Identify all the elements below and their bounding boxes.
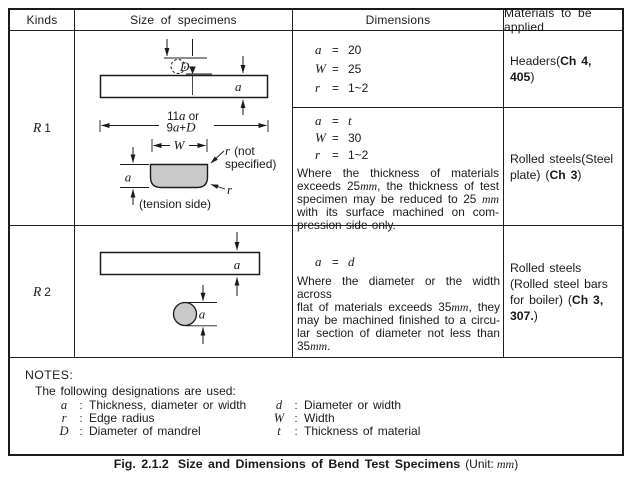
materials-cell-r1-bottom xyxy=(504,108,622,226)
equation-row xyxy=(315,253,503,272)
notes-subtitle: The following designations are used: xyxy=(35,384,236,398)
bar-specimen-drawing xyxy=(100,39,268,135)
round-diameter-label: a xyxy=(198,306,206,322)
equation-row xyxy=(315,113,503,130)
equals-sign: = xyxy=(332,257,339,269)
round-specimen-drawing xyxy=(174,285,218,344)
dim-value: 20 xyxy=(348,43,362,57)
notes-symbol: r xyxy=(61,411,67,426)
dim-value: 1~2 xyxy=(348,148,369,162)
notes-row: D : Diameter of mandrel xyxy=(59,424,201,439)
section-width-label: W xyxy=(173,137,185,153)
notes-row xyxy=(270,398,420,411)
figure-number: Fig. 2.1.2 xyxy=(113,457,169,471)
dimensions-cell-r2 xyxy=(293,226,504,358)
notes-desc: Width xyxy=(304,411,335,426)
materials-text: Rolled steels (Rolled steel bars for boiler) (Ch 3, 307.) xyxy=(510,260,608,323)
notes-list-right xyxy=(270,398,420,438)
section-thickness-label: a xyxy=(124,169,132,185)
col-header-dimensions: Dimensions xyxy=(293,10,504,31)
equation-row xyxy=(315,41,503,60)
equals-sign: = xyxy=(332,64,339,76)
thickness-reduction-note: Where the thickness of materials exceeds 25mm, the thickness of test specimen may be reduced to 25 mm with its surface machined on com- pression side only. xyxy=(297,166,499,232)
col-header-kinds: Kinds xyxy=(10,10,75,31)
col-header-size: Size of specimens xyxy=(75,10,293,31)
radius-note-line2: specified) xyxy=(225,157,277,171)
materials-cell-r1-top xyxy=(504,31,622,108)
unit-note: (Unit: mm) xyxy=(465,457,519,471)
equation-row xyxy=(315,130,503,147)
r1-specimen-diagram xyxy=(75,31,292,225)
radius-label-bottom: r xyxy=(227,182,233,197)
notes-desc: Diameter or width xyxy=(304,398,402,412)
dim-variable: r xyxy=(315,147,321,162)
machining-note: Where the diameter or the width across flat of materials exceeds 35mm, they may be machined finished to a circu- lar section of diameter not less than 35mm. xyxy=(297,274,500,353)
kind-number: 2 xyxy=(44,284,51,299)
kind-letter: R xyxy=(33,283,42,299)
dim-value: 1~2 xyxy=(348,81,369,95)
radius-leader-bottom xyxy=(211,185,225,190)
dim-value: 30 xyxy=(348,131,362,145)
length-label-line1: 11a or xyxy=(167,108,199,123)
notes-symbol: W xyxy=(273,411,285,426)
kind-label-r1 xyxy=(10,31,75,226)
notes-symbol: t xyxy=(277,424,281,439)
cross-section-drawing xyxy=(120,138,276,212)
notes-desc: Thickness, diameter or width xyxy=(89,398,247,412)
notes-title: NOTES: xyxy=(25,368,74,382)
notes-colon: : xyxy=(79,400,83,412)
dim-value: d xyxy=(348,254,355,269)
equals-sign: = xyxy=(332,45,339,57)
notes-desc: Edge radius xyxy=(89,411,155,426)
equals-sign: = xyxy=(332,83,339,95)
notes-colon: : xyxy=(79,413,83,426)
notes-row xyxy=(55,411,246,424)
kind-letter: R xyxy=(33,120,42,135)
dim-variable: r xyxy=(315,80,321,95)
notes-list-left xyxy=(55,398,246,438)
col-header-materials: Materials to be applied xyxy=(504,10,622,31)
mandrel-dim-arrowhead xyxy=(189,67,196,75)
materials-cell-r2 xyxy=(504,226,622,358)
equation-row xyxy=(315,79,503,98)
notes-symbol: a xyxy=(60,398,68,412)
materials-text: Rolled steels(Steel plate) (Ch 3) xyxy=(510,151,614,182)
dim-variable: W xyxy=(315,130,326,145)
unit-mm: mm xyxy=(496,457,515,471)
figure-caption xyxy=(0,457,632,472)
dim-value: t xyxy=(348,113,352,128)
notes-row xyxy=(270,411,420,424)
notes-colon: : xyxy=(294,413,298,426)
notes-colon: : xyxy=(294,400,298,412)
dimensions-cell-r1-top xyxy=(293,31,504,108)
r2-specimen-diagram xyxy=(75,226,292,357)
bar-thickness-label: a xyxy=(235,79,242,94)
radius-leader-top xyxy=(211,151,224,163)
notes-desc: Thickness of material xyxy=(304,424,421,439)
radius-note-line1: r (not xyxy=(225,143,255,158)
specimen-bar xyxy=(101,76,268,98)
equation-row xyxy=(315,147,503,164)
length-label-line2: 9a+D xyxy=(166,119,196,135)
specimen-diagram-cell-r1 xyxy=(75,31,293,226)
equals-sign: = xyxy=(332,150,339,162)
figure-title: Size and Dimensions of Bend Test Specimens xyxy=(177,457,461,471)
section-shape xyxy=(151,165,208,188)
bend-test-specimen-table xyxy=(8,8,624,456)
bar-thickness-label: a xyxy=(233,257,241,272)
dim-variable: a xyxy=(315,254,322,269)
notes-section xyxy=(10,358,622,454)
bar-specimen-drawing xyxy=(101,232,260,296)
specimen-diagram-cell-r2 xyxy=(75,226,293,358)
notes-symbol: d xyxy=(275,398,283,412)
dim-variable: W xyxy=(315,61,326,76)
kind-label-r2 xyxy=(10,226,75,358)
notes-row xyxy=(270,424,420,437)
tension-side-label: (tension side) xyxy=(138,197,212,211)
materials-text: Headers(Ch 4, 405) xyxy=(510,54,592,84)
mandrel-diameter-label: D xyxy=(180,59,190,74)
dim-variable: a xyxy=(315,113,322,128)
equals-sign: = xyxy=(332,133,339,145)
equation-row xyxy=(315,60,503,79)
notes-colon: : xyxy=(294,426,298,439)
dimensions-cell-r1-bottom xyxy=(293,108,504,232)
kind-number: 1 xyxy=(44,121,51,135)
dim-value: 25 xyxy=(348,62,362,76)
dim-variable: a xyxy=(315,42,322,57)
notes-row xyxy=(55,398,246,411)
equals-sign: = xyxy=(332,116,339,128)
round-bar-section xyxy=(174,303,197,326)
